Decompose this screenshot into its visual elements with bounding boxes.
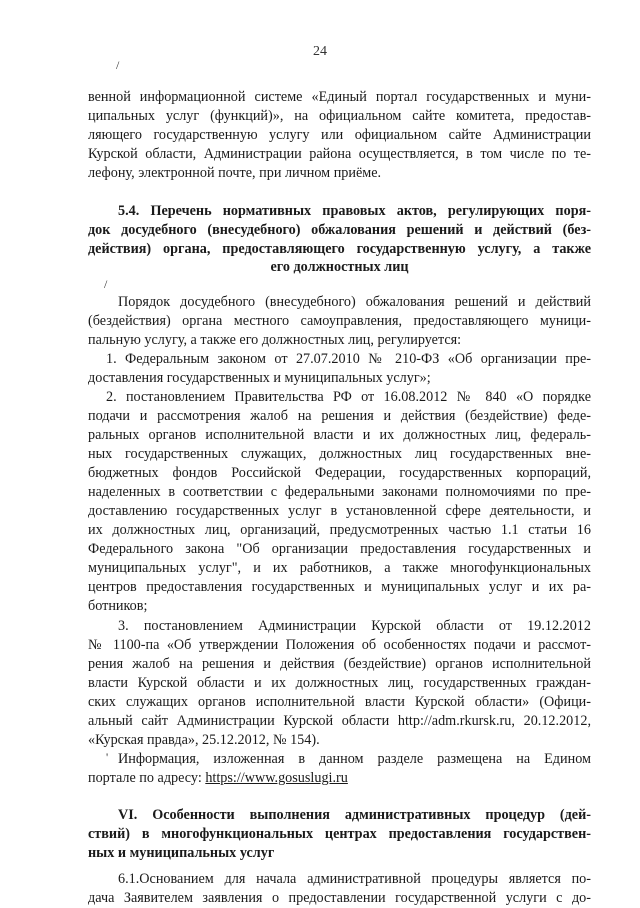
info-text: портале по адресу: — [88, 770, 206, 786]
text-line: Курской области, Администрации района осуществляется, в том числе по те- — [88, 146, 591, 162]
list-item-line: рения жалоб на решения и действия (бездействие) органов исполнительной — [88, 656, 591, 672]
section-heading-line: 5.4. Перечень нормативных правовых актов, регулирующих поря- — [118, 203, 591, 219]
list-item-line: доставлению государственных услуг в установленной сфере деятельности, и — [88, 503, 591, 519]
text-line: 6.1.Основанием для начала административной процедуры является по- — [118, 871, 591, 887]
list-item-line: альный сайт Администрации Курской области http://adm.rkursk.ru, 20.12.2012, — [88, 713, 591, 729]
list-item-line: их должностных лиц, организаций, предусмотренных частью 1.1 статьи 16 — [88, 522, 591, 538]
list-item-line: бюджетных фондов Российской Федерации, государственных корпораций, — [88, 465, 591, 481]
text-line: лефону, электронной почте, при личном приёме. — [88, 165, 382, 181]
section-heading-line: VI. Особенности выполнения административных процедур (дей- — [118, 807, 591, 823]
list-item-line: муниципальных услуг", и их работников, а также многофункциональных — [88, 560, 591, 576]
scan-mark: / — [104, 277, 108, 291]
list-item-line: Федерального закона "Об организации предоставления государственных и — [88, 541, 591, 557]
list-item-line: «Курская правда», 25.12.2012, № 154). — [88, 732, 320, 748]
gosuslugi-link[interactable]: https://www.gosuslugi.ru — [205, 770, 348, 786]
page-number: 24 — [313, 44, 327, 59]
text-line: пальную услугу, а также его должностных лиц, регулируется: — [88, 332, 462, 348]
section-heading-line: док досудебного (внесудебного) обжалования решений и действий (без- — [88, 222, 591, 238]
section-heading-line: действия) органа, предоставляющего государственную услугу, а также — [88, 241, 591, 257]
section-heading-line: ствий) в многофункциональных центрах предоставления государствен- — [88, 826, 591, 842]
list-item-line: № 1100-па «Об утверждении Положения об особенностях подачи и рассмот- — [88, 637, 591, 653]
list-item-line: 2. постановлением Правительства РФ от 16.08.2012 № 840 «О порядке — [106, 389, 591, 405]
list-item-line: ральных органов исполнительной власти и их должностных лиц, федераль- — [88, 427, 591, 443]
info-line — [88, 769, 591, 788]
text-line: Информация, изложенная в данном разделе размещена на Едином — [118, 751, 591, 767]
list-item-line: подачи и рассмотрения жалоб на решения и действия (бездействие) феде- — [88, 408, 591, 424]
list-item-line: 1. Федеральным законом от 27.07.2010 № 210-ФЗ «Об организации пре- — [106, 351, 591, 367]
text-line: венной информационной системе «Единый портал государственных и муни- — [88, 89, 591, 105]
list-item-line: ских служащих органов исполнительной власти Курской области» (Офици- — [88, 694, 591, 710]
list-item-line: центров предоставления государственных и муниципальных услуг и их ра- — [88, 579, 591, 595]
scan-mark: ' — [106, 750, 109, 764]
text-line: дача Заявителем заявления о предоставлении государственной услуги с до- — [88, 890, 591, 906]
scan-mark: / — [116, 58, 120, 72]
text-line: (бездействия) органа местного самоуправления, предоставляющего муници- — [88, 313, 591, 329]
list-item-line: ботников; — [88, 598, 148, 614]
section-heading-line: его должностных лиц — [270, 259, 409, 275]
list-item-line: доставления государственных и муниципальных услуг»; — [88, 370, 431, 386]
list-item-line: 3. постановлением Администрации Курской области от 19.12.2012 — [118, 618, 591, 634]
text-line: ляющего государственную услугу или официальном сайте Администрации — [88, 127, 591, 143]
text-line: ципальных услуг (функций)», на официальном сайте комитета, предостав- — [88, 108, 591, 124]
list-item-line: власти Курской области и их должностных лиц, государственных граждан- — [88, 675, 591, 691]
list-item-line: ных государственных служащих, должностных лиц государственных вне- — [88, 446, 591, 462]
text-line: Порядок досудебного (внесудебного) обжалования решений и действий — [118, 294, 591, 310]
section-heading-line: ных и муниципальных услуг — [88, 845, 275, 861]
list-item-line: наделенных в соответствии с федеральными законами полномочиями по пре- — [88, 484, 591, 500]
